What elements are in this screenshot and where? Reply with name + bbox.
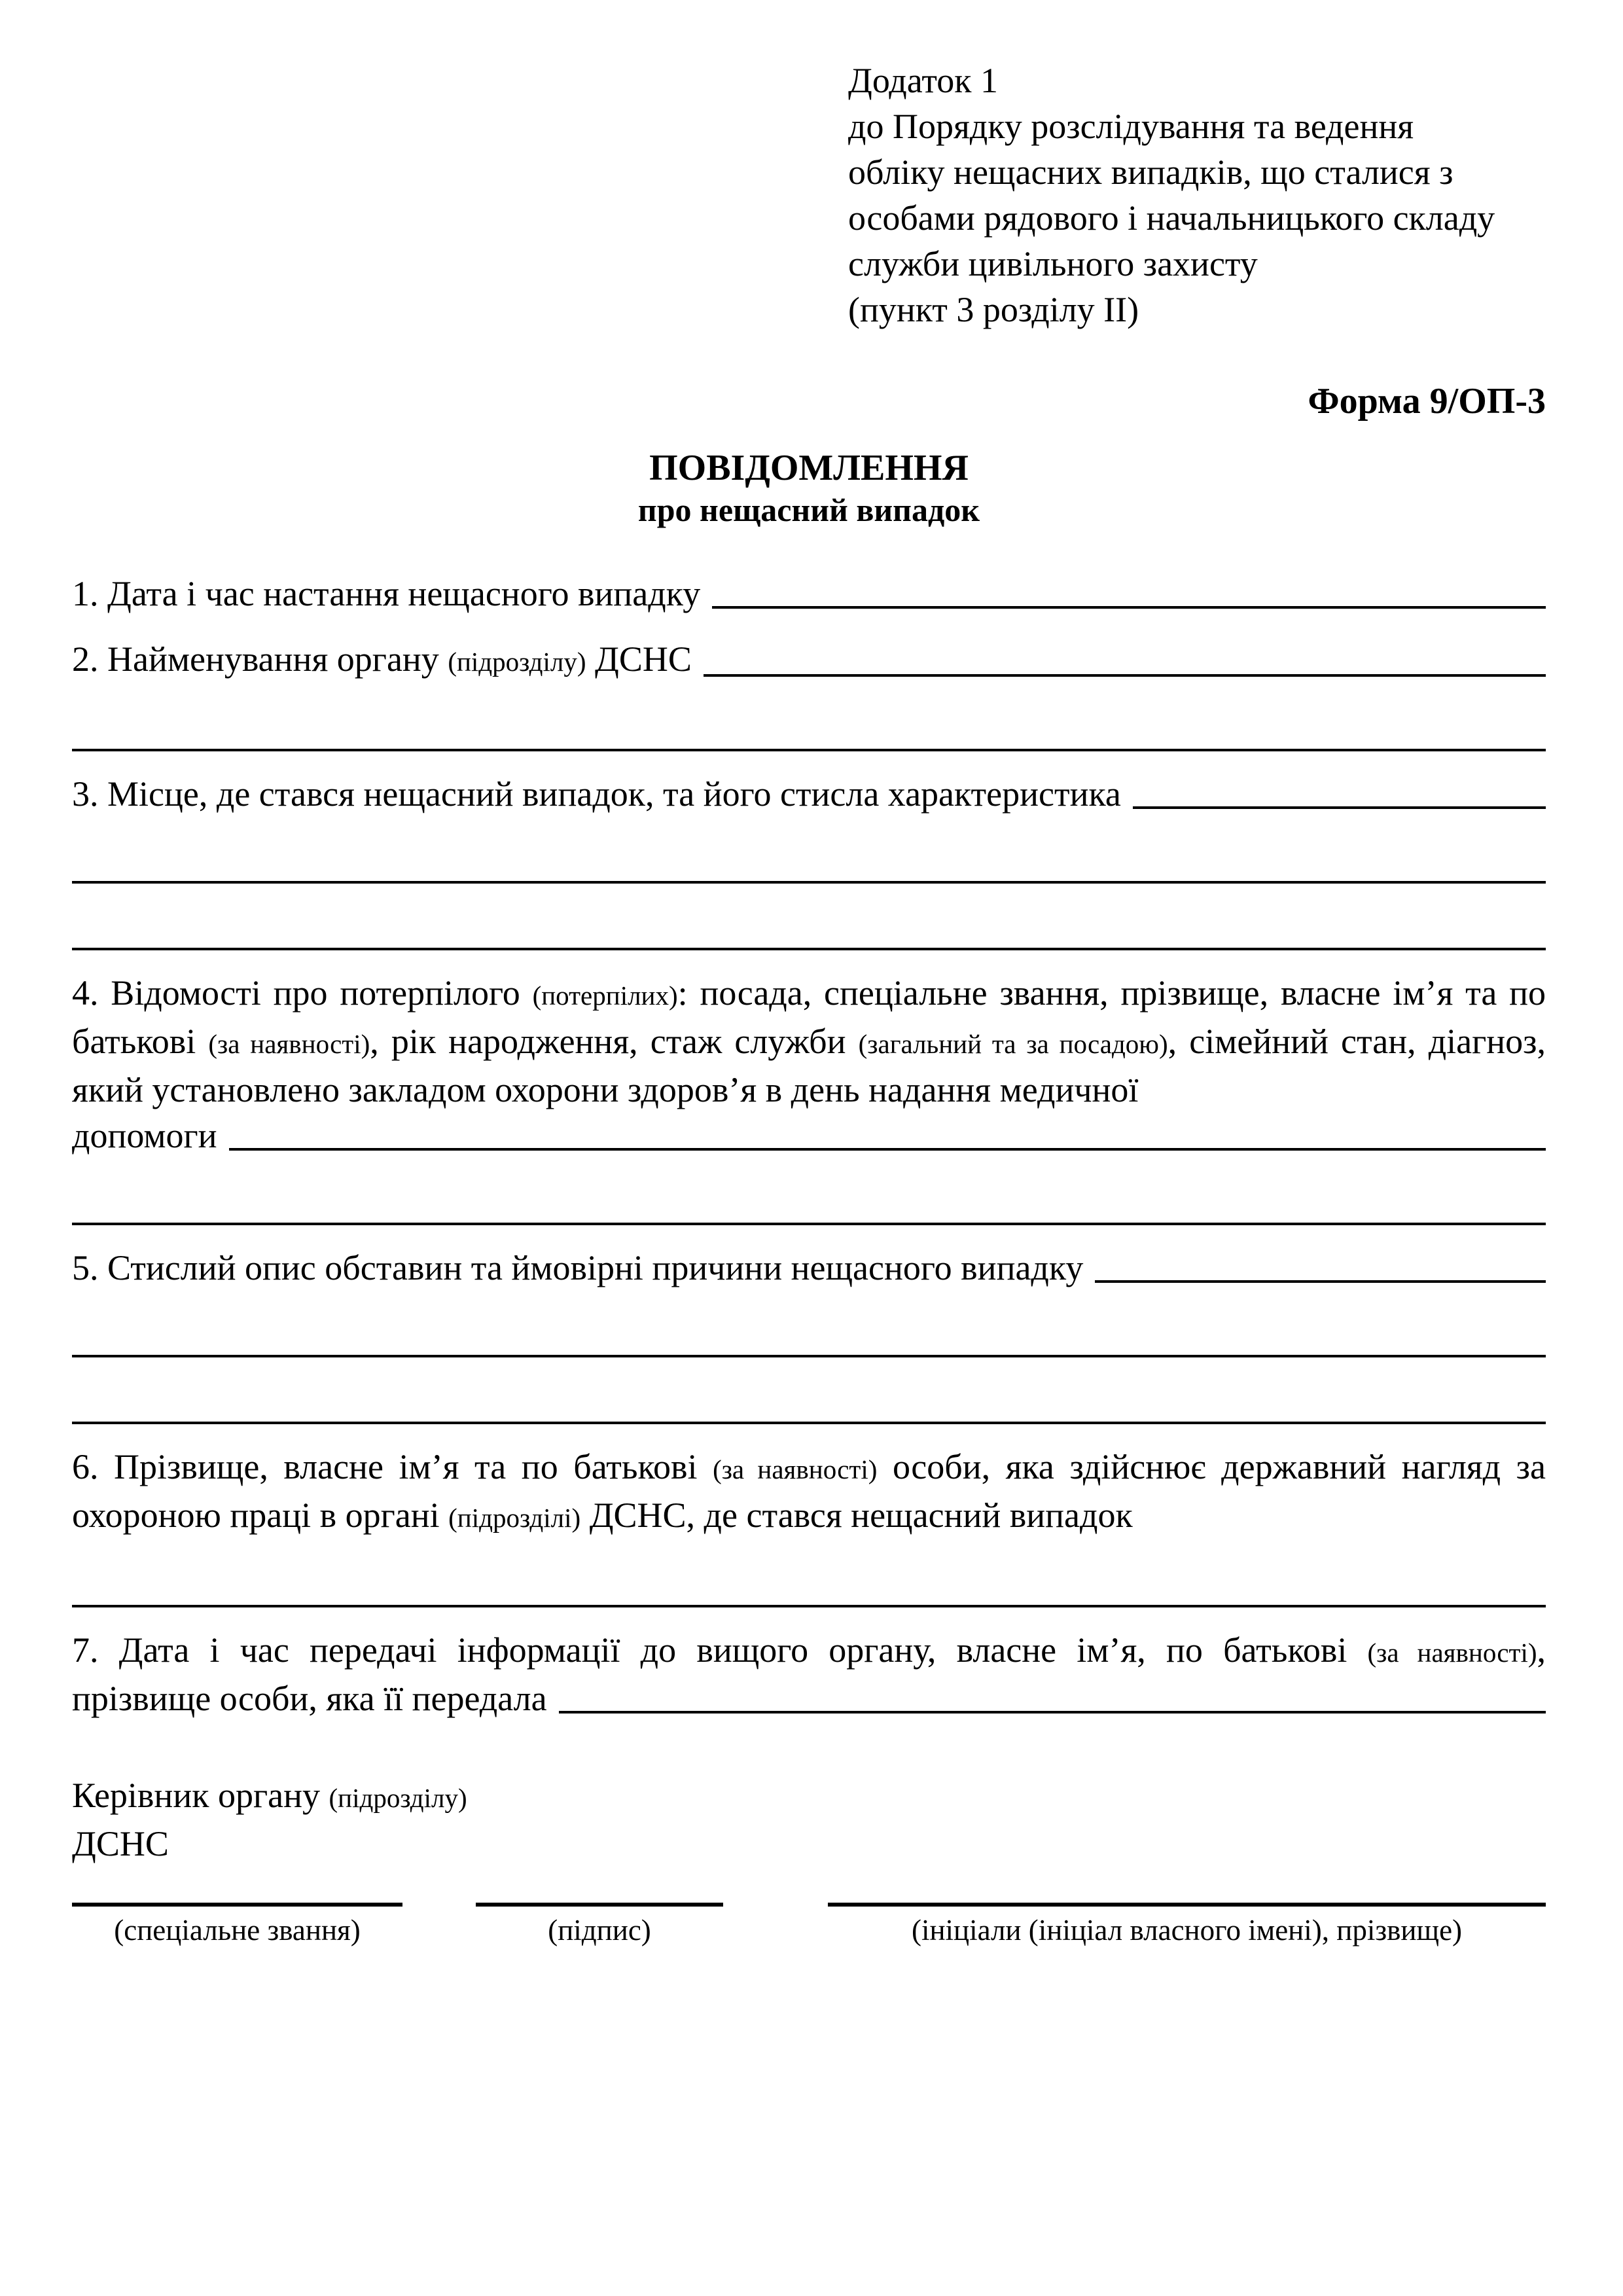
signer-title — [72, 1772, 1546, 1867]
reference-line: служби цивільного захисту — [848, 244, 1258, 283]
form-item-7-tail — [72, 1676, 1546, 1721]
form-item-4-text: 4. Відомості про потерпілого (потерпілих): посада, спеціальне звання, прізвище, власне ім’я та по батькові (за наявності), рік народження, стаж служби (загальний та за посадою), сімейний стан, діагноз, який установлено закладом охорони здоров’я в день надання медичної — [72, 973, 1546, 1109]
item-7-blank-line — [559, 1711, 1546, 1713]
form-item-2-label: 2. Найменування органу (підрозділу) ДСНС — [72, 639, 692, 679]
form-item-6-text: 6. Прізвище, власне ім’я та по батькові (за наявності) особи, яка здійснює державний нагляд за охороною праці в органі (підрозділі) ДСНС, де стався нещасний випадок — [72, 1447, 1546, 1535]
form-code: Форма 9/ОП-3 — [1308, 381, 1546, 422]
signer-title-line-1: Керівник органу (підрозділу) — [72, 1776, 467, 1815]
item-5-blank-line — [1095, 1280, 1546, 1283]
signature-field-signature — [476, 1903, 723, 1948]
item-3-blank-line — [1133, 806, 1546, 809]
item-2-blank-line — [704, 674, 1546, 677]
item-5-ruled-blank-line — [72, 1291, 1546, 1357]
signature-caption-signature: (підпис) — [548, 1914, 651, 1946]
form-item-2 — [72, 636, 1546, 685]
form-item-5 — [72, 1245, 1546, 1291]
item-5-ruled-blank-line — [72, 1357, 1546, 1424]
item-1-blank-line — [712, 606, 1546, 609]
form-item-7-text: 7. Дата і час передачі інформації до вищого органу, власне ім’я, по батькові (за наявності), — [72, 1630, 1546, 1670]
form-item-1-label: 1. Дата і час настання нещасного випадку — [72, 574, 701, 613]
item-6-ruled-blank-line — [72, 1541, 1546, 1607]
reference-line: особами рядового і начальницького складу — [848, 198, 1495, 238]
signature-line-name — [828, 1903, 1546, 1907]
form-item-4-tail-label: допомоги — [72, 1116, 217, 1155]
form-item-3-label: 3. Місце, де стався нещасний випадок, та його стисла характеристика — [72, 774, 1121, 814]
reference-line: (пункт 3 розділу ІІ) — [848, 290, 1139, 329]
item-3-ruled-blank-line — [72, 884, 1546, 950]
item-4-ruled-blank-line — [72, 1158, 1546, 1225]
signature-caption-rank: (спеціальне звання) — [114, 1914, 361, 1946]
form-item-3 — [72, 771, 1546, 817]
signer-title-line-2: ДСНС — [72, 1824, 169, 1863]
form-item-7-tail-label: прізвище особи, яка її передала — [72, 1679, 547, 1718]
signature-field-rank — [72, 1903, 402, 1948]
signature-line-signature — [476, 1903, 723, 1907]
appendix-reference — [848, 58, 1546, 332]
reference-line: Додаток 1 — [848, 61, 998, 100]
reference-line: обліку нещасних випадків, що сталися з — [848, 152, 1454, 192]
form-item-5-label: 5. Стислий опис обставин та ймовірні причини нещасного випадку — [72, 1248, 1084, 1287]
form-title: ПОВІДОМЛЕННЯ — [649, 448, 969, 488]
form-subtitle: про нещасний випадок — [637, 492, 980, 528]
form-item-4-tail — [72, 1113, 1546, 1158]
item-2-ruled-blank-line — [72, 685, 1546, 751]
item-3-ruled-blank-line — [72, 817, 1546, 884]
signature-field-name — [828, 1903, 1546, 1948]
form-item-1 — [72, 571, 1546, 617]
signature-line-rank — [72, 1903, 402, 1907]
reference-line: до Порядку розслідування та ведення — [848, 107, 1414, 146]
item-4-blank-line — [229, 1148, 1546, 1151]
signature-block — [72, 1903, 1546, 1948]
signature-caption-name: (ініціали (ініціал власного імені), прізвище) — [911, 1914, 1463, 1946]
